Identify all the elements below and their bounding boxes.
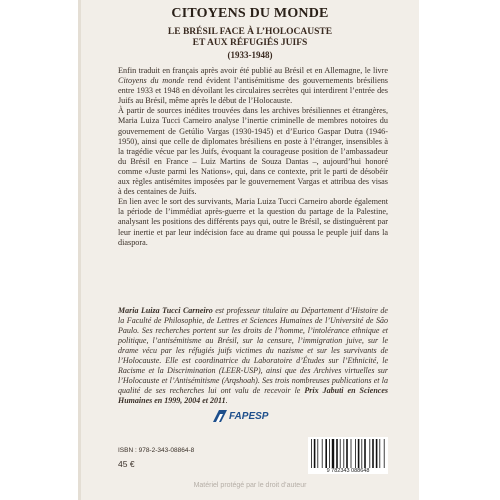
book-title: CITOYENS DU MONDE: [171, 6, 329, 21]
book-back-cover: [81, 0, 419, 500]
author-name: Maria Luiza Tucci Carneiro: [118, 306, 213, 315]
isbn: ISBN : 978-2-343-08864-8: [118, 447, 195, 454]
blurb-paragraph-3: En lien avec le sort des survivants, Maria Luiza Tucci Carneiro aborde également la période de l’immédiat après-guerre et la question du partage de la Palestine, analysant les positions des différents pays qui, outre le Brésil, se distinguèrent par leur inertie et par leur indécision face au drame qui poussa le peuple juif dans la diaspora.: [118, 197, 388, 247]
blurb-paragraph-1: [118, 66, 388, 106]
blurb: [118, 66, 388, 248]
book-subtitle-line1: LE BRÉSIL FACE À L’HOLOCAUSTE: [167, 27, 333, 37]
barcode-digits: 9 782343 088648: [308, 468, 388, 474]
blurb-book-title: Citoyens du monde: [118, 76, 185, 86]
price: 45 €: [118, 459, 135, 469]
fapesp-logo-text: FAPESP: [229, 410, 269, 422]
blurb-paragraph-2: À partir de sources inédites trouvées dans les archives brésiliennes et étrangères, Maria Luiza Tucci Carneiro analyse l’inertie criminelle de membres notoires du gouvernement de Getúlio Vargas (1930-1945) et d’Eurico Gaspar Dutra (1946-1950), ainsi que celle de diplomates brésiliens en poste à l’étranger, insensibles à la tragédie vécue par les Juifs, évoquant la courageuse position de l’ambassadeur du Brésil en France – Luiz Martins de Souza Dantas –, aujourd’hui honoré comme «Juste parmi les Nations», qui, dans ce contexte, prit le parti de désobéir aux règles antisémites imposées par le gouvernement Vargas et attribua des visas à des centaines de Juifs.: [118, 106, 388, 197]
author-bio: [118, 306, 388, 406]
author-award: Prix Jabuti en Sciences Humaines en 1999, 2004 et 2011: [118, 386, 388, 405]
barcode: [308, 437, 388, 469]
fapesp-logo: [213, 410, 268, 422]
fapesp-logo-icon: [213, 410, 227, 422]
author-bio-end: .: [225, 396, 228, 405]
book-subtitle-line2: ET AUX RÉFUGIÉS JUIFS: [192, 38, 308, 48]
book-years: (1933-1948): [227, 50, 273, 60]
copyright-watermark: Matériel protégé par le droit d’auteur: [193, 482, 307, 489]
blurb-p1-start: Enfin traduit en français après avoir été publié au Brésil et en Allemagne, le livre: [118, 66, 388, 75]
blurb-p1-end: rend évident l’antisémitisme des gouvernements brésiliens entre 1933 et 1948 en dévoilant les circulaires secrètes qui interdirent l’entrée des Juifs au Brésil, même après le début de l’Holocauste.: [118, 76, 388, 106]
author-bio-text: est professeur titulaire au Département d’Histoire de la Faculté de Philosophie, de Lettres et Sciences Humaines de l’Université de São Paulo. Ses recherches portent sur les droits de l’homme, l’intolérance ethnique et politique, l’antisémitisme au Brésil, sur la censure, l’immigration juive, sur le drame vécu par les réfugiés juifs victimes du nazisme et sur les survivants de l’Holocauste. Elle est coordinatrice du Laboratoire d’Études sur l’Ethnicité, le Racisme et la Discrimination (LEER-USP), ainsi que des Archives virtuelles sur l’Holocauste et l’Antisémitisme (Arqshoah). Ses trois nombreuses publications et la qualité de ses recherches lui ont valu de recevoir le: [118, 306, 388, 395]
